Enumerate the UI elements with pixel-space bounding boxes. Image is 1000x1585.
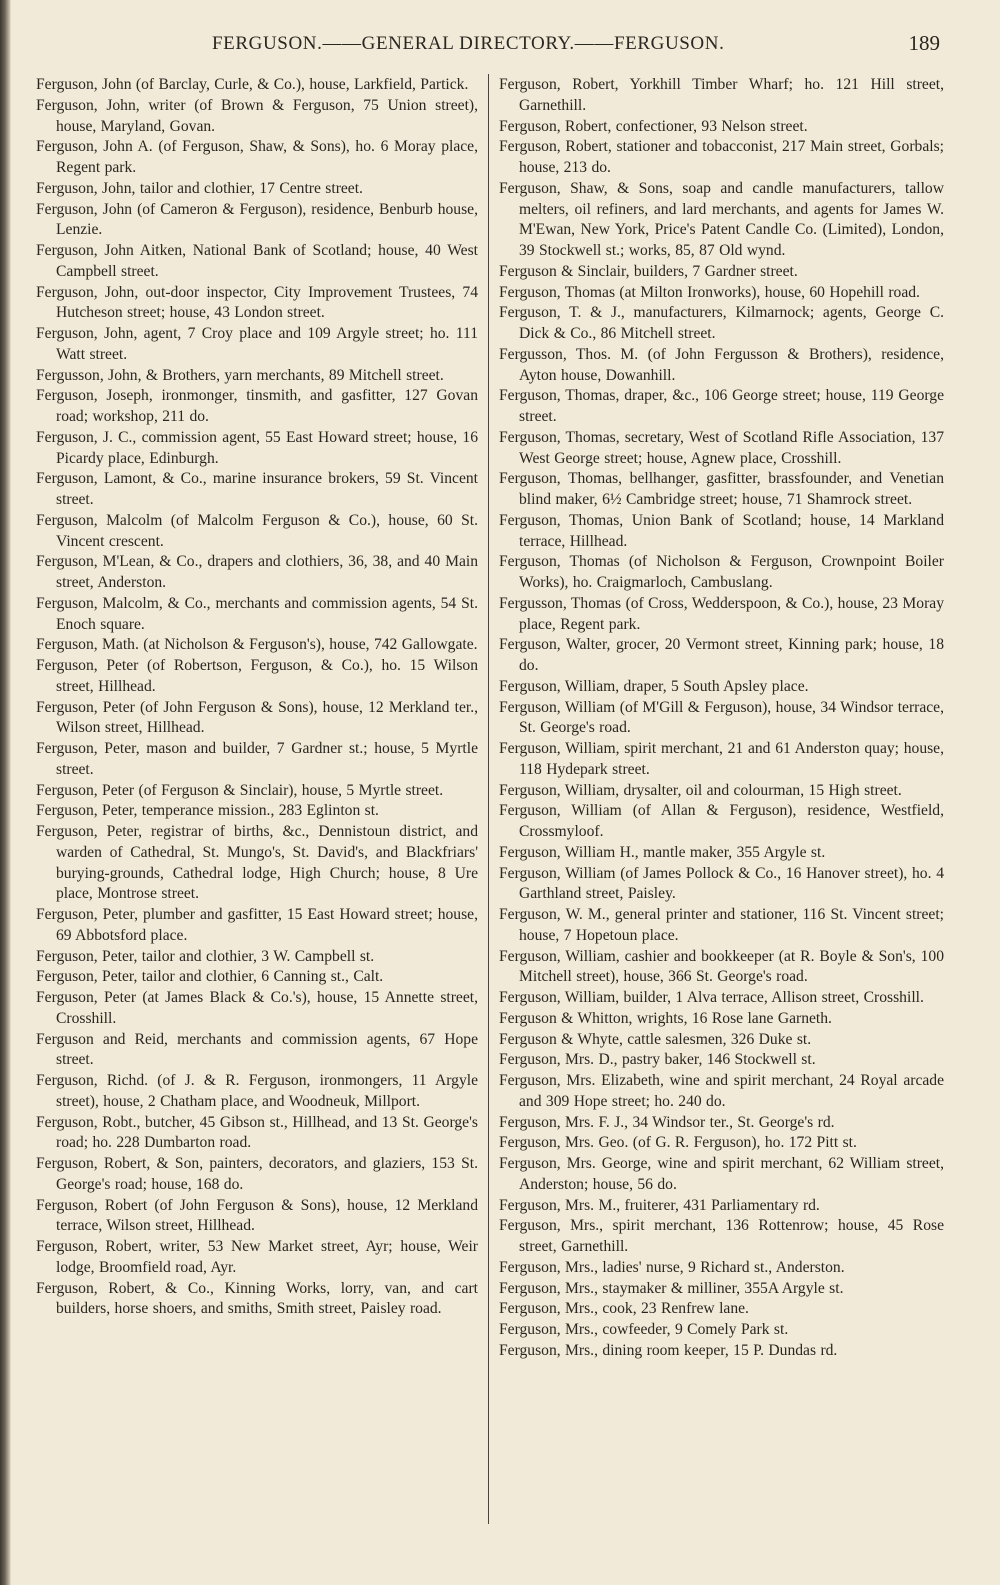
directory-entry: Ferguson, Robert, writer, 53 New Market street, Ayr; house, Weir lodge, Broomfield road, Ayr. bbox=[36, 1238, 478, 1276]
page-binding-edge bbox=[0, 0, 11, 1585]
directory-entry: Ferguson, William, spirit merchant, 21 and 61 Anderston quay; house, 118 Hydepark street. bbox=[499, 740, 944, 778]
directory-entry: Ferguson, Thomas, bellhanger, gasfitter, brassfounder, and Venetian blind maker, 6½ Cambridge street; house, 71 Shamrock street. bbox=[499, 470, 944, 508]
directory-entry: Ferguson, Robert, & Co., Kinning Works, lorry, van, and cart builders, horse shoers, and smiths, Smith street, Paisley road. bbox=[36, 1279, 478, 1318]
directory-entry: Ferguson, John (of Barclay, Curle, & Co.), house, Larkfield, Partick. bbox=[36, 76, 469, 93]
directory-entry: Ferguson, Thomas (of Nicholson & Ferguson, Crownpoint Boiler Works), ho. Craigmarloch, Cambuslang. bbox=[499, 553, 944, 591]
left-column bbox=[36, 75, 478, 1320]
directory-entry: Fergusson, John, & Brothers, yarn merchants, 89 Mitchell street. bbox=[36, 366, 444, 384]
right-column bbox=[499, 75, 944, 1362]
directory-entry: Ferguson, William, builder, 1 Alva terrace, Allison street, Crosshill. bbox=[499, 989, 924, 1006]
directory-entry: Ferguson, Mrs., cook, 23 Renfrew lane. bbox=[499, 1300, 749, 1318]
directory-entry: Ferguson, Thomas, secretary, West of Scotland Rifle Association, 137 West George street; house, Agnew place, Crosshill. bbox=[499, 428, 944, 467]
directory-entry: Ferguson, Mrs. F. J., 34 Windsor ter., St. George's rd. bbox=[499, 1113, 835, 1131]
directory-entry: Ferguson, John, out-door inspector, City Improvement Trustees, 74 Hutcheson street; house, 43 London street. bbox=[36, 283, 478, 322]
directory-entry: Ferguson, Malcolm, & Co., merchants and commission agents, 54 St. Enoch square. bbox=[36, 594, 478, 633]
directory-entry: Fergusson, Thos. M. (of John Fergusson & Brothers), residence, Ayton house, Dowanhill. bbox=[499, 345, 944, 384]
directory-entry: Ferguson, Robert, confectioner, 93 Nelson street. bbox=[499, 117, 808, 135]
directory-entry: Ferguson, William, draper, 5 South Apsley place. bbox=[499, 677, 809, 695]
directory-entry: Ferguson, Robert, & Son, painters, decorators, and glaziers, 153 St. George's road; house, 168 do. bbox=[36, 1155, 478, 1193]
column-divider bbox=[488, 74, 489, 1524]
directory-entry: Ferguson, Robert (of John Ferguson & Sons), house, 12 Merkland terrace, Wilson street, Hillhead. bbox=[36, 1196, 478, 1235]
directory-entry: Ferguson, Mrs. D., pastry baker, 146 Stockwell st. bbox=[499, 1051, 816, 1069]
directory-entry: Ferguson, Joseph, ironmonger, tinsmith, and gasfitter, 127 Govan road; workshop, 211 do. bbox=[36, 387, 478, 425]
directory-entry: Ferguson, Peter, mason and builder, 7 Gardner st.; house, 5 Myrtle street. bbox=[36, 740, 478, 778]
directory-entry: Ferguson, Peter, registrar of births, &c., Dennistoun district, and warden of Cathedral, St. Mungo's, St. David's, and Blackfriars' burying-grounds, Cathedral lodge, High Church; house, 8 Ure place, Montrose street. bbox=[36, 823, 478, 903]
directory-entry: Ferguson, Malcolm (of Malcolm Ferguson & Co.), house, 60 St. Vincent crescent. bbox=[36, 511, 478, 550]
directory-entry: Ferguson, Mrs. Elizabeth, wine and spirit merchant, 24 Royal arcade and 309 Hope street; ho. 240 do. bbox=[499, 1072, 944, 1110]
directory-entry: Ferguson, William (of James Pollock & Co., 16 Hanover street), ho. 4 Garthland street, Paisley. bbox=[499, 864, 944, 903]
directory-entry: Ferguson, Mrs., spirit merchant, 136 Rottenrow; house, 45 Rose street, Garnethill. bbox=[499, 1217, 944, 1255]
directory-entry: Ferguson, Thomas (at Milton Ironworks), house, 60 Hopehill road. bbox=[499, 283, 920, 301]
directory-entry: Ferguson, Peter, tailor and clothier, 3 W. Campbell st. bbox=[36, 947, 375, 965]
directory-entry: Ferguson, John, agent, 7 Croy place and 109 Argyle street; ho. 111 Watt street. bbox=[36, 325, 478, 363]
directory-entry: Ferguson, Thomas, Union Bank of Scotland; house, 14 Markland terrace, Hillhead. bbox=[499, 511, 944, 550]
directory-entry: Ferguson, John, writer (of Brown & Ferguson, 75 Union street), house, Maryland, Govan. bbox=[36, 96, 478, 135]
directory-entry: Ferguson, John, tailor and clothier, 17 Centre street. bbox=[36, 179, 363, 197]
directory-entry: Ferguson, Mrs. M., fruiterer, 431 Parliamentary rd. bbox=[499, 1196, 820, 1214]
directory-entry: Ferguson, William (of M'Gill & Ferguson), house, 34 Windsor terrace, St. George's road. bbox=[499, 698, 944, 737]
directory-entry: Ferguson, Robert, Yorkhill Timber Wharf; ho. 121 Hill street, Garnethill. bbox=[499, 76, 944, 114]
directory-entry: Ferguson & Whitton, wrights, 16 Rose lane Garneth. bbox=[499, 1009, 832, 1027]
directory-entry: Ferguson, T. & J., manufacturers, Kilmarnock; agents, George C. Dick & Co., 86 Mitchell street. bbox=[499, 304, 944, 342]
directory-entry: Ferguson, Lamont, & Co., marine insurance brokers, 59 St. Vincent street. bbox=[36, 470, 478, 508]
directory-entry: Ferguson, Peter (of Robertson, Ferguson, & Co.), ho. 15 Wilson street, Hillhead. bbox=[36, 657, 478, 695]
directory-entry: Ferguson, John Aitken, National Bank of Scotland; house, 40 West Campbell street. bbox=[36, 242, 478, 280]
page-number: 189 bbox=[908, 31, 940, 55]
directory-entry: Ferguson, Mrs., dining room keeper, 15 P. Dundas rd. bbox=[499, 1341, 838, 1359]
directory-entry: Ferguson, John A. (of Ferguson, Shaw, & Sons), ho. 6 Moray place, Regent park. bbox=[36, 138, 478, 176]
page-header bbox=[0, 33, 950, 59]
directory-entry: Ferguson, Peter (at James Black & Co.'s), house, 15 Annette street, Crosshill. bbox=[36, 989, 478, 1027]
directory-entry: Ferguson, Mrs. Geo. (of G. R. Ferguson), ho. 172 Pitt st. bbox=[499, 1134, 857, 1152]
directory-entry: Ferguson, W. M., general printer and stationer, 116 St. Vincent street; house, 7 Hopetoun place. bbox=[499, 906, 944, 944]
running-title: FERGUSON.——GENERAL DIRECTORY.——FERGUSON. bbox=[212, 33, 725, 54]
directory-entry: Ferguson, William (of Allan & Ferguson), residence, Westfield, Crossmyloof. bbox=[499, 802, 944, 840]
directory-entry: Ferguson, Peter, plumber and gasfitter, 15 East Howard street; house, 69 Abbotsford place. bbox=[36, 906, 478, 944]
directory-entry: Ferguson, J. C., commission agent, 55 East Howard street; house, 16 Picardy place, Edinburgh. bbox=[36, 428, 478, 467]
directory-entry: Ferguson, Peter (of Ferguson & Sinclair), house, 5 Myrtle street. bbox=[36, 781, 444, 799]
directory-entry: Ferguson, Peter, tailor and clothier, 6 Canning st., Calt. bbox=[36, 968, 384, 986]
directory-entry: Ferguson, Robt., butcher, 45 Gibson st., Hillhead, and 13 St. George's road; ho. 228 Dumbarton road. bbox=[36, 1113, 478, 1152]
directory-entry: Ferguson, M'Lean, & Co., drapers and clothiers, 36, 38, and 40 Main street, Anderston. bbox=[36, 553, 478, 591]
directory-entry: Ferguson, Thomas, draper, &c., 106 George street; house, 119 George street. bbox=[499, 387, 944, 425]
directory-entry: Ferguson, Robert, stationer and tobacconist, 217 Main street, Gorbals; house, 213 do. bbox=[499, 138, 944, 176]
directory-entry: Ferguson & Whyte, cattle salesmen, 326 Duke st. bbox=[499, 1030, 812, 1048]
directory-entry: Ferguson & Sinclair, builders, 7 Gardner street. bbox=[499, 262, 798, 280]
directory-entry: Ferguson, William, drysalter, oil and colourman, 15 High street. bbox=[499, 781, 902, 799]
directory-entry: Ferguson, Mrs. George, wine and spirit merchant, 62 William street, Anderston; house, 56 do. bbox=[499, 1155, 944, 1193]
directory-entry: Ferguson and Reid, merchants and commission agents, 67 Hope street. bbox=[36, 1030, 478, 1069]
directory-entry: Ferguson, Mrs., cowfeeder, 9 Comely Park st. bbox=[499, 1321, 789, 1338]
directory-entry: Ferguson, Peter (of John Ferguson & Sons), house, 12 Merkland ter., Wilson street, Hillhead. bbox=[36, 698, 478, 737]
directory-entry: Ferguson, Shaw, & Sons, soap and candle manufacturers, tallow melters, oil refiners, and lard merchants, and agents for James W. M'Ewan, New York, Price's Patent Candle Co. (Limited), London, 39 Stockwell st.; works, 85, 87 Old wynd. bbox=[499, 179, 944, 259]
directory-entry: Ferguson, Walter, grocer, 20 Vermont street, Kinning park; house, 18 do. bbox=[499, 636, 944, 674]
directory-entry: Ferguson, Mrs., ladies' nurse, 9 Richard st., Anderston. bbox=[499, 1258, 845, 1276]
directory-entry: Fergusson, Thomas (of Cross, Wedderspoon, & Co.), house, 23 Moray place, Regent park. bbox=[499, 594, 944, 633]
directory-entry: Ferguson, Mrs., staymaker & milliner, 355A Argyle st. bbox=[499, 1279, 844, 1297]
directory-entry: Ferguson, William, cashier and bookkeeper (at R. Boyle & Son's, 100 Mitchell street), house, 366 St. George's road. bbox=[499, 947, 944, 986]
directory-entry: Ferguson, Math. (at Nicholson & Ferguson's), house, 742 Gallowgate. bbox=[36, 636, 478, 654]
directory-entry: Ferguson, Peter, temperance mission., 283 Eglinton st. bbox=[36, 802, 379, 820]
directory-entry: Ferguson, John (of Cameron & Ferguson), residence, Benburb house, Lenzie. bbox=[36, 200, 478, 239]
directory-entry: Ferguson, Richd. (of J. & R. Ferguson, ironmongers, 11 Argyle street), house, 2 Chatham place, and Woodneuk, Millport. bbox=[36, 1072, 478, 1110]
directory-entry: Ferguson, William H., mantle maker, 355 Argyle st. bbox=[499, 843, 826, 861]
